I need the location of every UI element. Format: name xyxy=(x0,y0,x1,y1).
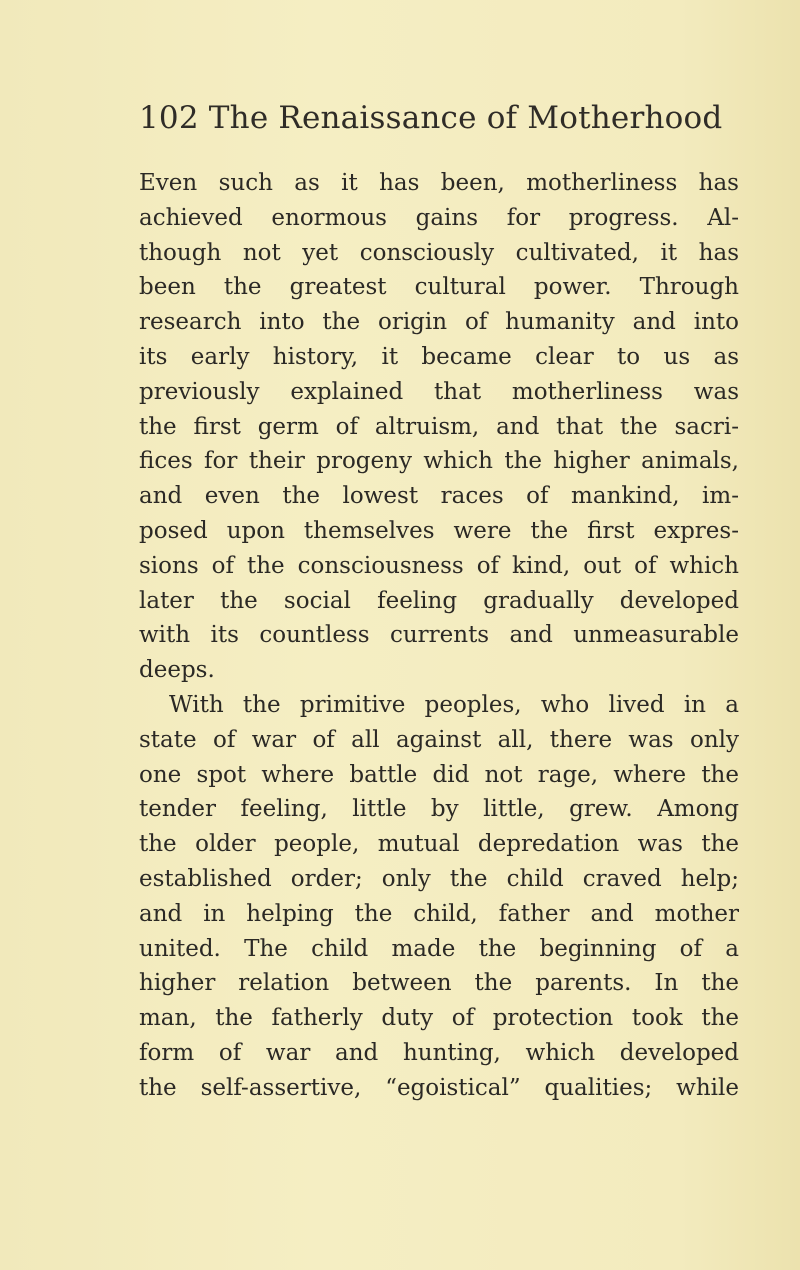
text-line: later the social feeling gradually developed xyxy=(139,587,739,614)
text-line: its early history, it became clear to us as xyxy=(139,343,739,370)
text-line: fices for their progeny which the higher animals, xyxy=(139,448,739,475)
text-line: posed upon themselves were the first expres- xyxy=(139,517,739,544)
text-line: established order; only the child craved help; xyxy=(139,865,739,892)
text-line: one spot where battle did not rage, where the xyxy=(139,761,739,788)
text-line: and even the lowest races of mankind, im- xyxy=(139,483,739,510)
text-line: the first germ of altruism, and that the sacri- xyxy=(139,413,739,440)
text-line: form of war and hunting, which developed xyxy=(139,1039,739,1066)
body-text xyxy=(139,166,739,1106)
text-line: state of war of all against all, there was only xyxy=(139,726,739,753)
text-line: and in helping the child, father and mother xyxy=(139,900,739,927)
text-line: the older people, mutual depredation was the xyxy=(139,831,739,858)
text-line: Even such as it has been, motherliness has xyxy=(139,170,739,196)
text-line: With the primitive peoples, who lived in a xyxy=(169,691,739,718)
text-line: the self-assertive, “egoistical” qualities; while xyxy=(139,1074,739,1101)
text-line: deeps. xyxy=(139,657,215,684)
running-title: The Renaissance of Motherhood xyxy=(208,100,723,136)
running-header xyxy=(139,100,723,136)
text-line: man, the fatherly duty of protection took the xyxy=(139,1005,739,1032)
text-line: previously explained that motherliness was xyxy=(139,378,739,405)
text-line: though not yet consciously cultivated, it has xyxy=(139,239,739,266)
text-line: sions of the consciousness of kind, out of which xyxy=(139,552,739,579)
page-number: 102 xyxy=(139,100,199,136)
text-line: been the greatest cultural power. Through xyxy=(139,274,739,301)
text-line: with its countless currents and unmeasurable xyxy=(139,622,739,649)
text-line: research into the origin of humanity and into xyxy=(139,309,739,336)
text-line: achieved enormous gains for progress. Al- xyxy=(139,204,739,231)
text-line: united. The child made the beginning of a xyxy=(139,935,739,962)
text-line: tender feeling, little by little, grew. Among xyxy=(139,796,739,823)
text-line: higher relation between the parents. In the xyxy=(139,970,739,997)
